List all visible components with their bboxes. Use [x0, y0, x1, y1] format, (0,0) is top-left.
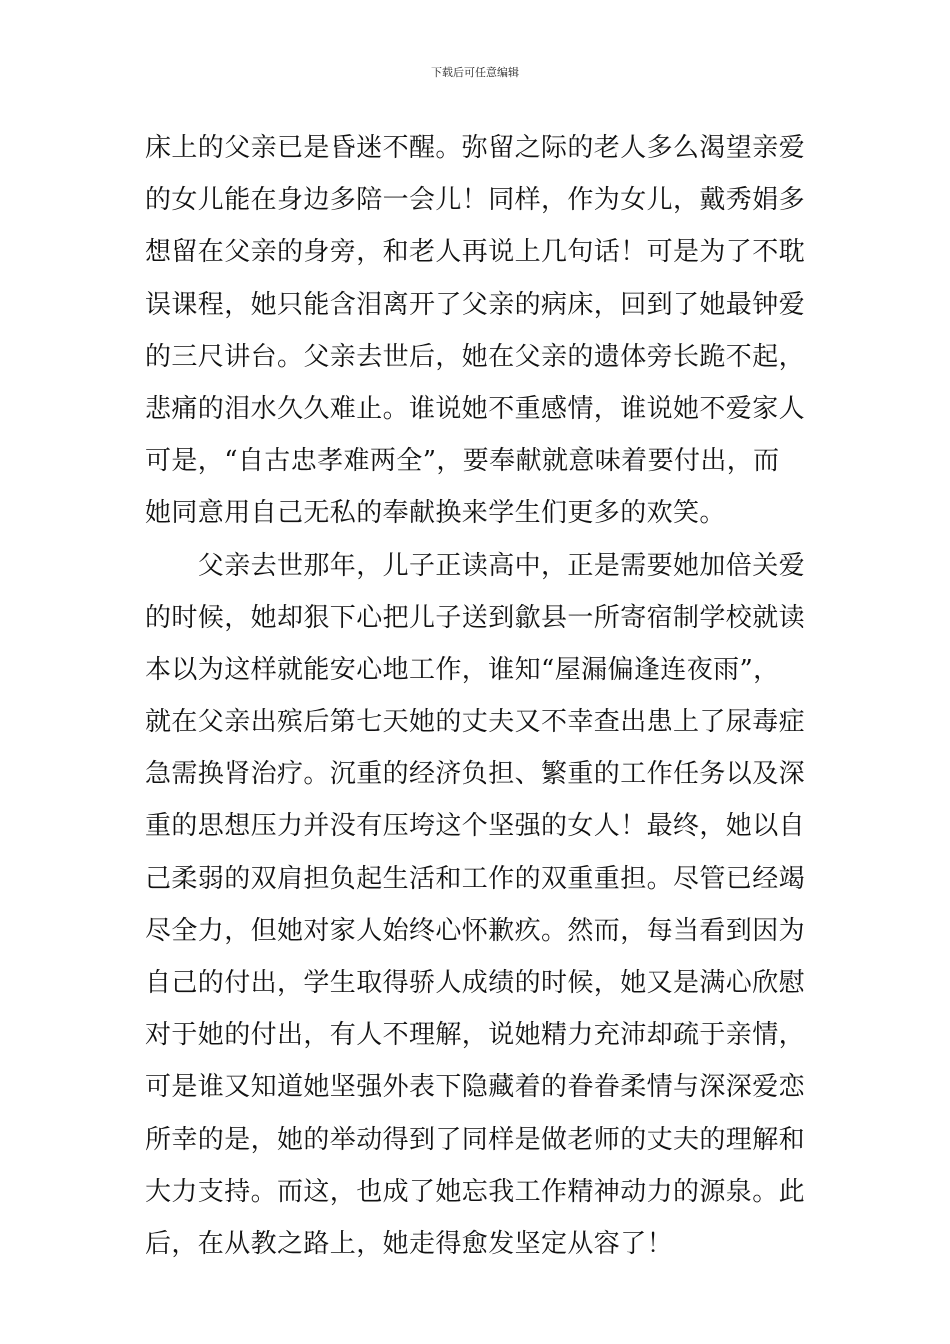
text-line: 大力支持。而这，也成了她忘我工作精神动力的源泉。此 — [145, 1176, 806, 1207]
text-line: 误课程，她只能含泪离开了父亲的病床，回到了她最钟爱 — [145, 289, 806, 320]
text-line: 后，在从教之路上，她走得愈发坚定从容了！ — [145, 1228, 674, 1259]
text-line: 的女儿能在身边多陪一会儿！同样，作为女儿，戴秀娟多 — [145, 185, 806, 216]
text-line: 的时候，她却狠下心把儿子送到歙县一所寄宿制学校就读 — [145, 602, 806, 633]
text-line: 床上的父亲已是昏迷不醒。弥留之际的老人多么渴望亲爱 — [145, 133, 806, 163]
text-line: 所幸的是，她的举动得到了同样是做老师的丈夫的理解和 — [145, 1124, 806, 1155]
text-line: 尽全力，但她对家人始终心怀歉疚。然而，每当看到因为 — [145, 915, 806, 946]
text-line: 重的思想压力并没有压垮这个坚强的女人！最终，她以自 — [145, 811, 806, 842]
text-line: 悲痛的泪水久久难止。谁说她不重感情，谁说她不爱家人 — [145, 393, 806, 424]
text-line: 可是，“自古忠孝难两全”，要奉献就意味着要付出，而 — [145, 446, 780, 477]
text-line: 想留在父亲的身旁，和老人再说上几句话！可是为了不耽 — [145, 237, 806, 268]
text-line: 的三尺讲台。父亲去世后，她在父亲的遗体旁长跪不起， — [145, 341, 806, 372]
text-line: 对于她的付出，有人不理解，说她精力充沛却疏于亲情， — [145, 1020, 806, 1051]
text-line: 本以为这样就能安心地工作，谁知“屋漏偏逢连夜雨”， — [145, 654, 780, 685]
body-text — [145, 122, 810, 1270]
text-line: 可是谁又知道她坚强外表下隐藏着的眷眷柔情与深深爱恋 — [145, 1072, 806, 1103]
text-line: 就在父亲出殡后第七天她的丈夫又不幸查出患上了尿毒症 — [145, 707, 806, 738]
text-line: 自己的付出，学生取得骄人成绩的时候，她又是满心欣慰 — [145, 968, 806, 998]
text-line: 父亲去世那年，儿子正读高中，正是需要她加倍关爱 — [145, 550, 806, 581]
page-header: 下载后可任意编辑 — [431, 66, 519, 79]
text-line: 急需换肾治疗。沉重的经济负担、繁重的工作任务以及深 — [145, 759, 806, 790]
text-line: 己柔弱的双肩担负起生活和工作的双重重担。尽管已经竭 — [145, 863, 806, 894]
text-line: 她同意用自己无私的奉献换来学生们更多的欢笑。 — [145, 498, 726, 529]
